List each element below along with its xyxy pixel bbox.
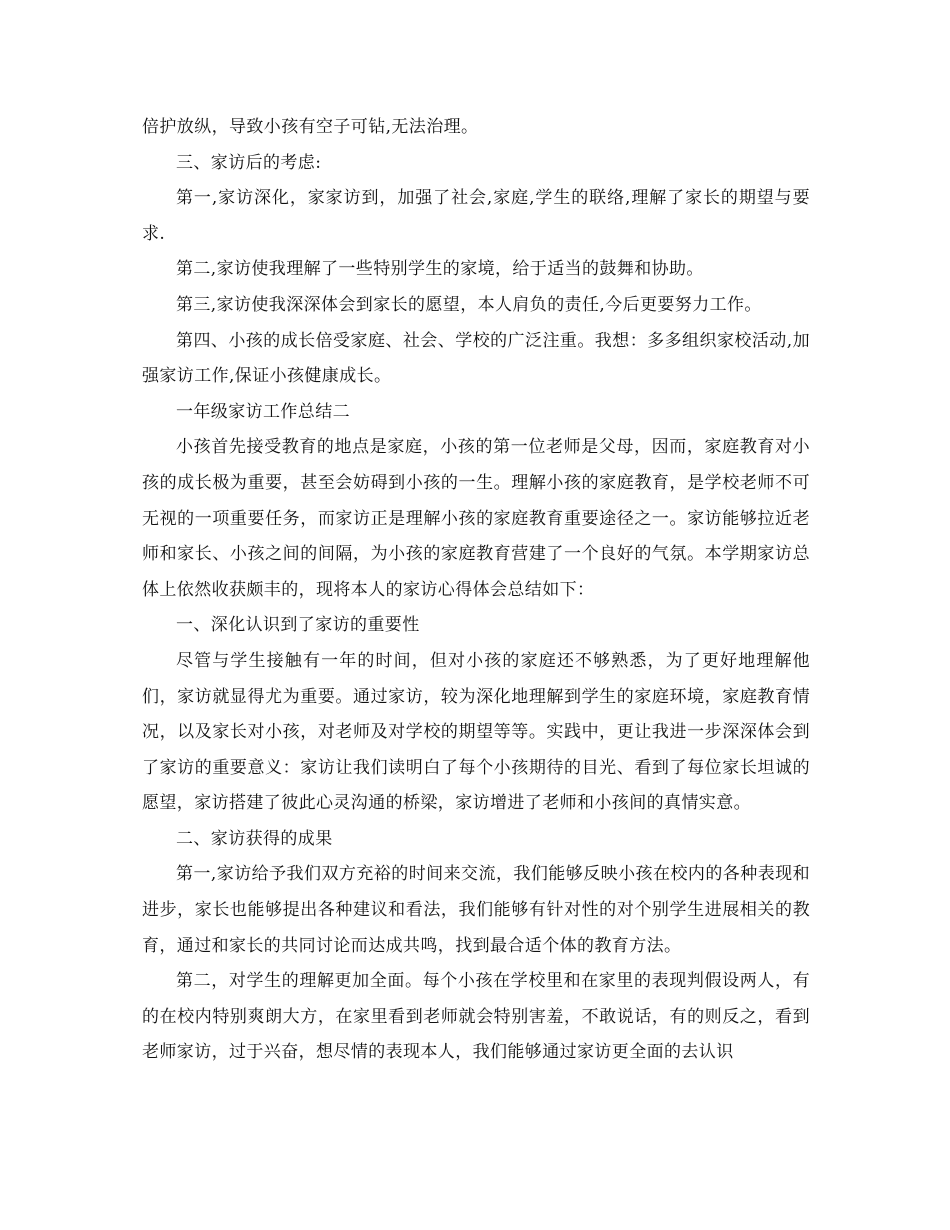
section-heading-importance: 一、深化认识到了家访的重要性 (176, 615, 420, 636)
paragraph-third: 第三,家访使我深深体会到家长的愿望，本人肩负的责任,今后更要努力工作。 (176, 294, 762, 315)
paragraph-intro: 小孩首先接受教育的地点是家庭，小孩的第一位老师是父母，因而，家庭教育对小孩的成长极为重要，甚至会妨碍到小孩的一生。理解小孩的家庭教育，是学校老师不可无视的一项重要任务，而家访正是理解小孩的家庭教育重要途径之一。家访能够拉近老师和家长、小孩之间的间隔，为小孩的家庭教育营建了一个良好的气氛。本学期家访总体上依然收获颇丰的，现将本人的家访心得体会总结如下： (142, 437, 810, 600)
paragraph-results-first: 第一,家访给予我们双方充裕的时间来交流，我们能够反映小孩在校内的各种表现和进步，家长也能够提出各种建议和看法，我们能够有针对性的对个别学生进展相关的教育，通过和家长的共同讨论而达成共鸣，找到最合适个体的教育方法。 (142, 864, 810, 956)
paragraph-second: 第二,家访使我理解了一些特别学生的家境，给于适当的鼓舞和协助。 (176, 259, 704, 280)
paragraph-importance: 尽管与学生接触有一年的时间，但对小孩的家庭还不够熟悉，为了更好地理解他们，家访就显得尤为重要。通过家访，较为深化地理解到学生的家庭环境，家庭教育情况，以及家长对小孩，对老师及对学校的期望等等。实践中，更让我进一步深深体会到了家访的重要意义：家访让我们读明白了每个小孩期待的目光、看到了每位家长坦诚的愿望，家访搭建了彼此心灵沟通的桥梁，家访增进了老师和小孩间的真情实意。 (142, 650, 810, 814)
paragraph-fourth: 第四、小孩的成长倍受家庭、社会、学校的广泛注重。我想：多多组织家校活动,加强家访工作,保证小孩健康成长。 (142, 330, 810, 387)
paragraph-results-second: 第二，对学生的理解更加全面。每个小孩在学校里和在家里的表现判假设两人，有的在校内特别爽朗大方，在家里看到老师就会特别害羞，不敢说话，有的则反之，看到老师家访，过于兴奋，想尽情的表现本人，我们能够通过家访更全面的去认识 (142, 971, 810, 1063)
paragraph-first: 第一,家访深化，家家访到，加强了社会,家庭,学生的联络,理解了家长的期望与要求. (142, 188, 810, 244)
section-heading-reflection: 三、家访后的考虑: (176, 152, 322, 173)
document-subtitle: 一年级家访工作总结二 (176, 401, 350, 422)
section-heading-results: 二、家访获得的成果 (176, 828, 333, 849)
paragraph-continuation: 倍护放纵，导致小孩有空子可钻,无法治理。 (142, 117, 479, 137)
document-page (142, 110, 810, 1071)
